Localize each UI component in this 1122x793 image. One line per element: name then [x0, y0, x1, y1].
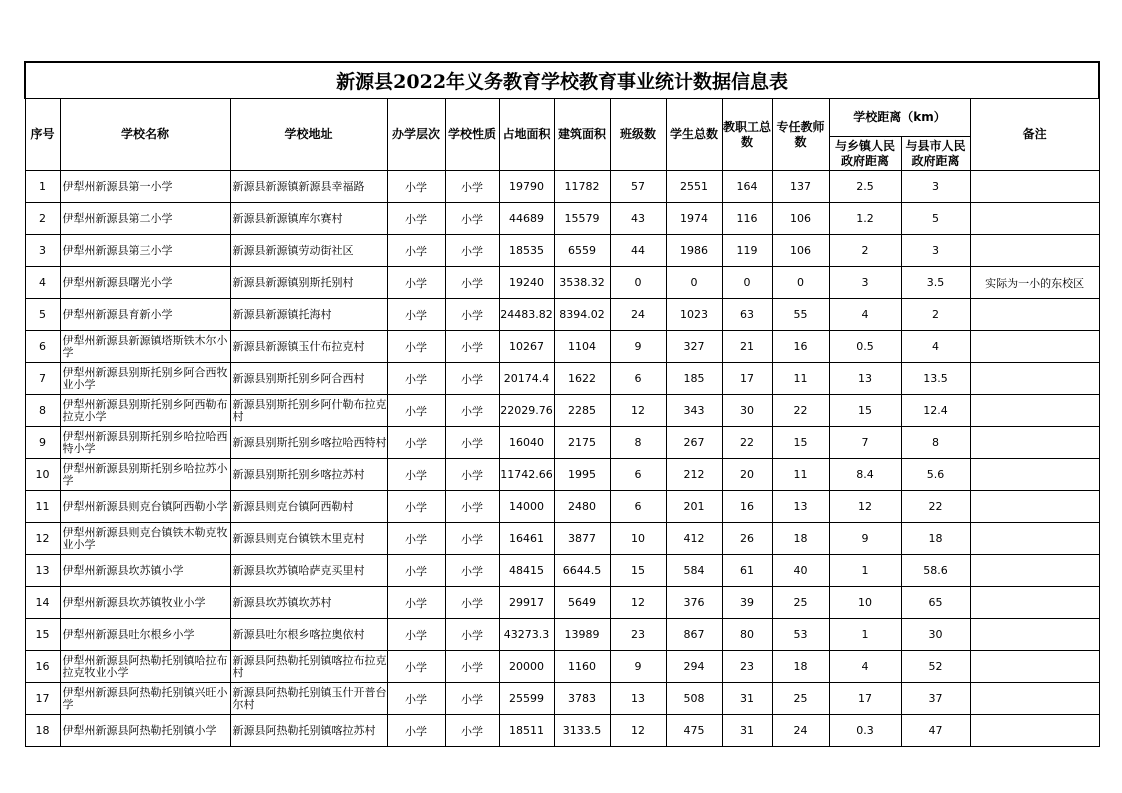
cell-seq: 18 — [25, 715, 60, 747]
header-nature: 学校性质 — [445, 99, 499, 171]
cell-seq: 12 — [25, 523, 60, 555]
cell-nature: 小学 — [445, 619, 499, 651]
cell-land-area: 20000 — [499, 651, 554, 683]
cell-dist-town: 17 — [829, 683, 901, 715]
cell-dist-town: 2.5 — [829, 171, 901, 203]
cell-teachers: 11 — [772, 363, 829, 395]
cell-dist-town: 0.5 — [829, 331, 901, 363]
cell-teachers: 11 — [772, 459, 829, 491]
cell-remark — [970, 395, 1099, 427]
cell-building-area: 1622 — [554, 363, 610, 395]
cell-dist-county: 4 — [901, 331, 970, 363]
cell-students: 343 — [666, 395, 722, 427]
cell-seq: 10 — [25, 459, 60, 491]
cell-dist-county: 5 — [901, 203, 970, 235]
cell-school-name: 伊犁州新源县阿热勒托别镇小学 — [60, 715, 230, 747]
table-row — [25, 395, 1099, 427]
table-row — [25, 555, 1099, 587]
cell-teachers: 137 — [772, 171, 829, 203]
cell-classes: 8 — [610, 427, 666, 459]
cell-students: 294 — [666, 651, 722, 683]
cell-dist-county: 37 — [901, 683, 970, 715]
cell-students: 867 — [666, 619, 722, 651]
cell-building-area: 1995 — [554, 459, 610, 491]
cell-students: 327 — [666, 331, 722, 363]
cell-teachers: 16 — [772, 331, 829, 363]
cell-seq: 2 — [25, 203, 60, 235]
cell-land-area: 24483.82 — [499, 299, 554, 331]
cell-school-address: 新源县阿热勒托别镇喀拉苏村 — [230, 715, 387, 747]
cell-land-area: 43273.3 — [499, 619, 554, 651]
cell-remark: 实际为一小的东校区 — [970, 267, 1099, 299]
table-row — [25, 299, 1099, 331]
header-dist-county: 与县市人民政府距离 — [901, 137, 970, 171]
cell-school-name: 伊犁州新源县则克台镇铁木勒克牧业小学 — [60, 523, 230, 555]
cell-students: 212 — [666, 459, 722, 491]
cell-seq: 3 — [25, 235, 60, 267]
header-seq: 序号 — [25, 99, 60, 171]
cell-school-address: 新源县别斯托别乡阿什勒布拉克村 — [230, 395, 387, 427]
cell-level: 小学 — [387, 299, 445, 331]
cell-dist-county: 22 — [901, 491, 970, 523]
header-land-area: 占地面积 — [499, 99, 554, 171]
cell-level: 小学 — [387, 331, 445, 363]
table-body — [25, 171, 1099, 747]
cell-level: 小学 — [387, 395, 445, 427]
cell-land-area: 20174.4 — [499, 363, 554, 395]
cell-school-address: 新源县坎苏镇坎苏村 — [230, 587, 387, 619]
cell-nature: 小学 — [445, 395, 499, 427]
cell-building-area: 6644.5 — [554, 555, 610, 587]
cell-remark — [970, 235, 1099, 267]
cell-dist-town: 4 — [829, 299, 901, 331]
cell-classes: 12 — [610, 587, 666, 619]
cell-dist-town: 12 — [829, 491, 901, 523]
cell-remark — [970, 331, 1099, 363]
cell-classes: 15 — [610, 555, 666, 587]
cell-school-address: 新源县新源镇劳动街社区 — [230, 235, 387, 267]
cell-school-name: 伊犁州新源县别斯托别乡哈拉哈西特小学 — [60, 427, 230, 459]
cell-school-address: 新源县则克台镇铁木里克村 — [230, 523, 387, 555]
cell-school-name: 伊犁州新源县第三小学 — [60, 235, 230, 267]
cell-school-name: 伊犁州新源县别斯托别乡哈拉苏小学 — [60, 459, 230, 491]
cell-school-name: 伊犁州新源县阿热勒托别镇哈拉布拉克牧业小学 — [60, 651, 230, 683]
cell-dist-county: 47 — [901, 715, 970, 747]
cell-dist-county: 5.6 — [901, 459, 970, 491]
cell-nature: 小学 — [445, 363, 499, 395]
cell-level: 小学 — [387, 203, 445, 235]
cell-teachers: 55 — [772, 299, 829, 331]
cell-land-area: 19240 — [499, 267, 554, 299]
cell-school-name: 伊犁州新源县第一小学 — [60, 171, 230, 203]
cell-building-area: 3877 — [554, 523, 610, 555]
header-level: 办学层次 — [387, 99, 445, 171]
cell-school-name: 伊犁州新源县曙光小学 — [60, 267, 230, 299]
table-row — [25, 587, 1099, 619]
cell-school-name: 伊犁州新源县坎苏镇小学 — [60, 555, 230, 587]
cell-teachers: 0 — [772, 267, 829, 299]
cell-dist-county: 12.4 — [901, 395, 970, 427]
cell-staff: 0 — [722, 267, 772, 299]
cell-dist-county: 3.5 — [901, 267, 970, 299]
cell-classes: 6 — [610, 363, 666, 395]
cell-dist-town: 8.4 — [829, 459, 901, 491]
cell-dist-county: 3 — [901, 235, 970, 267]
cell-school-address: 新源县新源镇库尔赛村 — [230, 203, 387, 235]
cell-dist-county: 2 — [901, 299, 970, 331]
cell-nature: 小学 — [445, 267, 499, 299]
cell-seq: 5 — [25, 299, 60, 331]
cell-students: 0 — [666, 267, 722, 299]
cell-classes: 57 — [610, 171, 666, 203]
cell-nature: 小学 — [445, 427, 499, 459]
cell-school-address: 新源县则克台镇阿西勒村 — [230, 491, 387, 523]
cell-building-area: 1160 — [554, 651, 610, 683]
cell-building-area: 3133.5 — [554, 715, 610, 747]
cell-seq: 16 — [25, 651, 60, 683]
cell-level: 小学 — [387, 267, 445, 299]
cell-school-name: 伊犁州新源县吐尔根乡小学 — [60, 619, 230, 651]
header-building-area: 建筑面积 — [554, 99, 610, 171]
cell-teachers: 40 — [772, 555, 829, 587]
cell-nature: 小学 — [445, 299, 499, 331]
cell-students: 584 — [666, 555, 722, 587]
cell-land-area: 44689 — [499, 203, 554, 235]
table-row — [25, 331, 1099, 363]
cell-land-area: 16461 — [499, 523, 554, 555]
cell-students: 412 — [666, 523, 722, 555]
statistics-sheet — [24, 61, 1098, 747]
table-row — [25, 203, 1099, 235]
cell-teachers: 18 — [772, 651, 829, 683]
cell-teachers: 106 — [772, 203, 829, 235]
cell-level: 小学 — [387, 715, 445, 747]
school-statistics-table — [24, 61, 1100, 747]
cell-classes: 10 — [610, 523, 666, 555]
cell-students: 1986 — [666, 235, 722, 267]
table-row — [25, 171, 1099, 203]
cell-classes: 6 — [610, 459, 666, 491]
cell-level: 小学 — [387, 363, 445, 395]
cell-staff: 26 — [722, 523, 772, 555]
table-row — [25, 683, 1099, 715]
cell-remark — [970, 523, 1099, 555]
cell-school-address: 新源县别斯托别乡喀拉哈西特村 — [230, 427, 387, 459]
cell-students: 2551 — [666, 171, 722, 203]
cell-staff: 119 — [722, 235, 772, 267]
table-row — [25, 651, 1099, 683]
cell-level: 小学 — [387, 587, 445, 619]
cell-students: 508 — [666, 683, 722, 715]
cell-staff: 30 — [722, 395, 772, 427]
cell-school-address: 新源县新源镇别斯托别村 — [230, 267, 387, 299]
cell-level: 小学 — [387, 491, 445, 523]
cell-land-area: 14000 — [499, 491, 554, 523]
cell-teachers: 106 — [772, 235, 829, 267]
cell-dist-town: 4 — [829, 651, 901, 683]
cell-school-address: 新源县别斯托别乡阿合西村 — [230, 363, 387, 395]
cell-nature: 小学 — [445, 203, 499, 235]
cell-remark — [970, 587, 1099, 619]
cell-staff: 39 — [722, 587, 772, 619]
cell-nature: 小学 — [445, 459, 499, 491]
cell-staff: 23 — [722, 651, 772, 683]
cell-building-area: 5649 — [554, 587, 610, 619]
cell-remark — [970, 171, 1099, 203]
cell-land-area: 11742.66 — [499, 459, 554, 491]
cell-dist-town: 10 — [829, 587, 901, 619]
cell-remark — [970, 651, 1099, 683]
cell-nature: 小学 — [445, 683, 499, 715]
cell-building-area: 11782 — [554, 171, 610, 203]
cell-level: 小学 — [387, 171, 445, 203]
cell-land-area: 19790 — [499, 171, 554, 203]
cell-classes: 24 — [610, 299, 666, 331]
cell-school-name: 伊犁州新源县则克台镇阿西勒小学 — [60, 491, 230, 523]
cell-remark — [970, 683, 1099, 715]
table-row — [25, 523, 1099, 555]
cell-classes: 6 — [610, 491, 666, 523]
cell-nature: 小学 — [445, 523, 499, 555]
cell-dist-town: 3 — [829, 267, 901, 299]
cell-classes: 0 — [610, 267, 666, 299]
cell-remark — [970, 363, 1099, 395]
cell-seq: 6 — [25, 331, 60, 363]
cell-school-name: 伊犁州新源县育新小学 — [60, 299, 230, 331]
cell-level: 小学 — [387, 459, 445, 491]
cell-seq: 14 — [25, 587, 60, 619]
cell-students: 475 — [666, 715, 722, 747]
cell-school-name: 伊犁州新源县别斯托别乡阿西勒布拉克小学 — [60, 395, 230, 427]
cell-school-name: 伊犁州新源县新源镇塔斯铁木尔小学 — [60, 331, 230, 363]
cell-school-address: 新源县坎苏镇哈萨克买里村 — [230, 555, 387, 587]
cell-land-area: 16040 — [499, 427, 554, 459]
cell-school-name: 伊犁州新源县第二小学 — [60, 203, 230, 235]
table-row — [25, 267, 1099, 299]
cell-remark — [970, 203, 1099, 235]
cell-classes: 13 — [610, 683, 666, 715]
table-row — [25, 235, 1099, 267]
cell-students: 376 — [666, 587, 722, 619]
cell-level: 小学 — [387, 651, 445, 683]
cell-remark — [970, 619, 1099, 651]
cell-building-area: 13989 — [554, 619, 610, 651]
cell-building-area: 3783 — [554, 683, 610, 715]
cell-dist-county: 13.5 — [901, 363, 970, 395]
cell-school-name: 伊犁州新源县坎苏镇牧业小学 — [60, 587, 230, 619]
cell-staff: 63 — [722, 299, 772, 331]
cell-dist-county: 65 — [901, 587, 970, 619]
cell-building-area: 2285 — [554, 395, 610, 427]
cell-classes: 23 — [610, 619, 666, 651]
cell-level: 小学 — [387, 555, 445, 587]
header-students: 学生总数 — [666, 99, 722, 171]
cell-teachers: 24 — [772, 715, 829, 747]
cell-nature: 小学 — [445, 171, 499, 203]
cell-students: 267 — [666, 427, 722, 459]
cell-remark — [970, 491, 1099, 523]
cell-staff: 80 — [722, 619, 772, 651]
cell-remark — [970, 459, 1099, 491]
cell-nature: 小学 — [445, 491, 499, 523]
cell-level: 小学 — [387, 427, 445, 459]
cell-dist-town: 9 — [829, 523, 901, 555]
cell-teachers: 13 — [772, 491, 829, 523]
table-row — [25, 715, 1099, 747]
cell-staff: 20 — [722, 459, 772, 491]
cell-nature: 小学 — [445, 331, 499, 363]
cell-dist-town: 2 — [829, 235, 901, 267]
cell-classes: 12 — [610, 395, 666, 427]
header-dist-town: 与乡镇人民政府距离 — [829, 137, 901, 171]
cell-seq: 1 — [25, 171, 60, 203]
cell-nature: 小学 — [445, 555, 499, 587]
cell-seq: 13 — [25, 555, 60, 587]
table-title: 新源县2022年义务教育学校教育事业统计数据信息表 — [25, 62, 1099, 99]
cell-remark — [970, 555, 1099, 587]
cell-school-address: 新源县新源镇玉什布拉克村 — [230, 331, 387, 363]
cell-level: 小学 — [387, 235, 445, 267]
cell-seq: 11 — [25, 491, 60, 523]
cell-staff: 22 — [722, 427, 772, 459]
cell-staff: 31 — [722, 683, 772, 715]
cell-dist-town: 1.2 — [829, 203, 901, 235]
cell-seq: 17 — [25, 683, 60, 715]
cell-seq: 15 — [25, 619, 60, 651]
cell-level: 小学 — [387, 523, 445, 555]
cell-land-area: 22029.76 — [499, 395, 554, 427]
cell-staff: 21 — [722, 331, 772, 363]
cell-building-area: 8394.02 — [554, 299, 610, 331]
cell-school-name: 伊犁州新源县阿热勒托别镇兴旺小学 — [60, 683, 230, 715]
cell-teachers: 25 — [772, 683, 829, 715]
cell-land-area: 29917 — [499, 587, 554, 619]
cell-classes: 43 — [610, 203, 666, 235]
cell-dist-town: 15 — [829, 395, 901, 427]
cell-dist-town: 1 — [829, 555, 901, 587]
cell-teachers: 18 — [772, 523, 829, 555]
cell-level: 小学 — [387, 683, 445, 715]
cell-seq: 7 — [25, 363, 60, 395]
cell-staff: 116 — [722, 203, 772, 235]
table-row — [25, 427, 1099, 459]
cell-remark — [970, 715, 1099, 747]
header-classes: 班级数 — [610, 99, 666, 171]
cell-classes: 44 — [610, 235, 666, 267]
cell-school-address: 新源县别斯托别乡喀拉苏村 — [230, 459, 387, 491]
cell-school-address: 新源县阿热勒托别镇玉什开普台尔村 — [230, 683, 387, 715]
cell-land-area: 18535 — [499, 235, 554, 267]
cell-nature: 小学 — [445, 235, 499, 267]
cell-school-address: 新源县吐尔根乡喀拉奥依村 — [230, 619, 387, 651]
cell-building-area: 15579 — [554, 203, 610, 235]
table-row — [25, 619, 1099, 651]
cell-teachers: 53 — [772, 619, 829, 651]
table-row — [25, 459, 1099, 491]
header-school-address: 学校地址 — [230, 99, 387, 171]
cell-building-area: 2480 — [554, 491, 610, 523]
cell-building-area: 3538.32 — [554, 267, 610, 299]
cell-dist-county: 30 — [901, 619, 970, 651]
cell-dist-county: 52 — [901, 651, 970, 683]
cell-classes: 9 — [610, 651, 666, 683]
cell-remark — [970, 427, 1099, 459]
cell-students: 201 — [666, 491, 722, 523]
cell-staff: 61 — [722, 555, 772, 587]
cell-teachers: 25 — [772, 587, 829, 619]
cell-land-area: 48415 — [499, 555, 554, 587]
cell-seq: 8 — [25, 395, 60, 427]
cell-land-area: 18511 — [499, 715, 554, 747]
header-distance: 学校距离（km） — [829, 99, 970, 137]
cell-staff: 31 — [722, 715, 772, 747]
cell-dist-town: 7 — [829, 427, 901, 459]
header-school-name: 学校名称 — [60, 99, 230, 171]
cell-staff: 17 — [722, 363, 772, 395]
cell-teachers: 22 — [772, 395, 829, 427]
cell-students: 185 — [666, 363, 722, 395]
cell-school-address: 新源县新源镇托海村 — [230, 299, 387, 331]
cell-staff: 16 — [722, 491, 772, 523]
cell-seq: 4 — [25, 267, 60, 299]
header-remark: 备注 — [970, 99, 1099, 171]
cell-nature: 小学 — [445, 651, 499, 683]
cell-level: 小学 — [387, 619, 445, 651]
cell-building-area: 1104 — [554, 331, 610, 363]
cell-school-name: 伊犁州新源县别斯托别乡阿合西牧业小学 — [60, 363, 230, 395]
cell-land-area: 10267 — [499, 331, 554, 363]
cell-dist-town: 0.3 — [829, 715, 901, 747]
cell-dist-county: 3 — [901, 171, 970, 203]
cell-land-area: 25599 — [499, 683, 554, 715]
cell-building-area: 2175 — [554, 427, 610, 459]
cell-dist-county: 18 — [901, 523, 970, 555]
cell-seq: 9 — [25, 427, 60, 459]
cell-school-address: 新源县阿热勒托别镇喀拉布拉克村 — [230, 651, 387, 683]
table-row — [25, 363, 1099, 395]
cell-dist-county: 8 — [901, 427, 970, 459]
cell-dist-town: 1 — [829, 619, 901, 651]
table-row — [25, 491, 1099, 523]
cell-classes: 9 — [610, 331, 666, 363]
cell-staff: 164 — [722, 171, 772, 203]
header-staff: 教职工总数 — [722, 99, 772, 171]
cell-dist-county: 58.6 — [901, 555, 970, 587]
cell-remark — [970, 299, 1099, 331]
cell-nature: 小学 — [445, 715, 499, 747]
cell-nature: 小学 — [445, 587, 499, 619]
cell-students: 1023 — [666, 299, 722, 331]
cell-teachers: 15 — [772, 427, 829, 459]
cell-students: 1974 — [666, 203, 722, 235]
cell-school-address: 新源县新源镇新源县幸福路 — [230, 171, 387, 203]
header-teachers: 专任教师数 — [772, 99, 829, 171]
cell-dist-town: 13 — [829, 363, 901, 395]
cell-building-area: 6559 — [554, 235, 610, 267]
cell-classes: 12 — [610, 715, 666, 747]
